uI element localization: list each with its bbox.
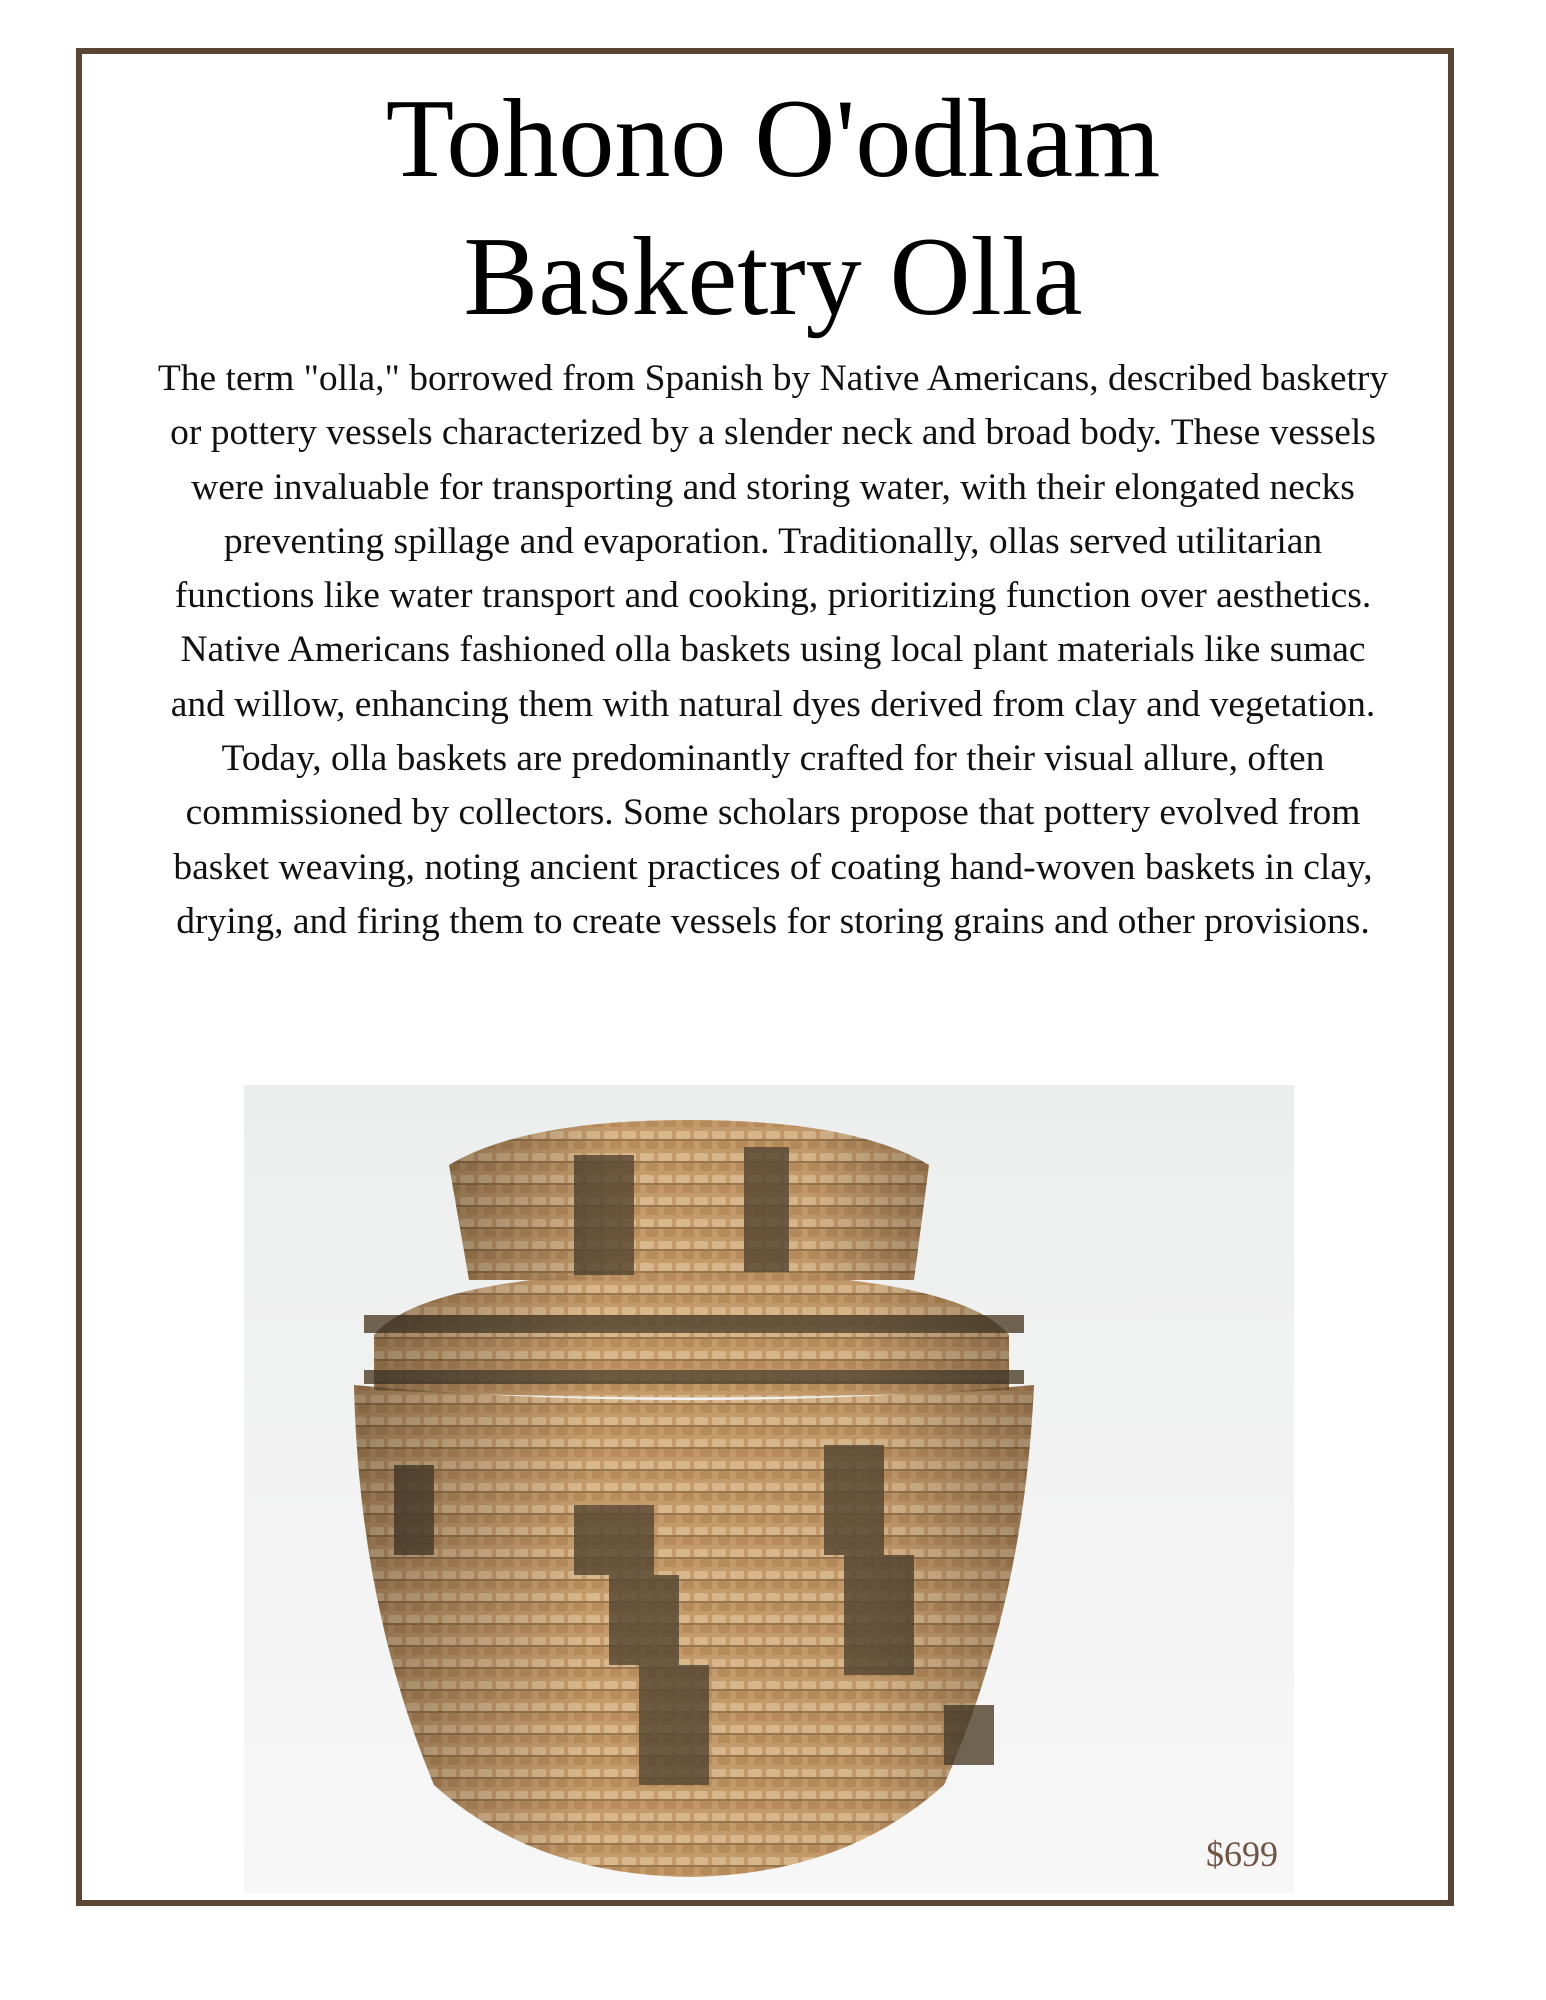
title-line-1: Tohono O'odham [385,77,1161,201]
olla-basket-illustration [244,1085,1294,1893]
price-label: $699 [1206,1834,1278,1874]
basket-photo [244,1085,1294,1893]
title-line-2: Basketry Olla [463,215,1083,339]
page-title [0,70,1546,346]
description-paragraph: The term "olla," borrowed from Spanish by Native Americans, described basketry or pottery vessels characterized by a slender neck and broad body. These vessels were invaluable for transporting and storing water, with their elongated necks preventing spillage and evaporation. Traditionally, ollas served utilitarian functions like water transport and cooking, prioritizing function over aesthetics. Native Americans fashioned olla baskets using local plant materials like sumac and willow, enhancing them with natural dyes derived from clay and vegetation. Today, olla baskets are predominantly crafted for their visual allure, often commissioned by collectors. Some scholars propose that pottery evolved from basket weaving, noting ancient practices of coating hand-woven baskets in clay, drying, and firing them to create vessels for storing grains and other provisions. [157,358,1389,942]
